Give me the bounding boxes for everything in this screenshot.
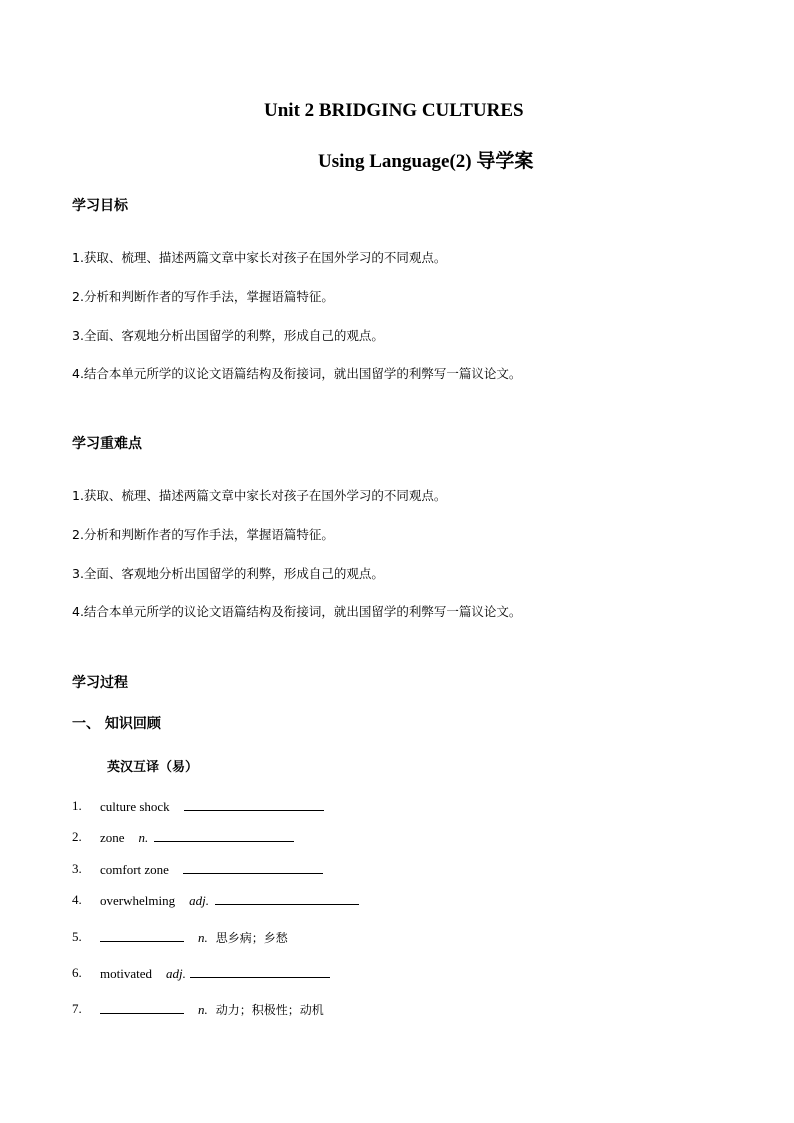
vocab-pos: adj. xyxy=(189,893,209,908)
answer-blank[interactable] xyxy=(184,798,324,811)
exercise-title: 英汉互译（易） xyxy=(107,760,199,775)
answer-blank[interactable] xyxy=(190,965,330,978)
key-point-item: 3.全面、客观地分析出国留学的利弊，形成自己的观点。 xyxy=(72,566,384,581)
part1-heading: 一、 知识回顾 xyxy=(72,716,161,732)
goal-item: 3.全面、客观地分析出国留学的利弊，形成自己的观点。 xyxy=(72,328,384,343)
key-points-heading: 学习重难点 xyxy=(72,436,142,452)
vocab-cn: 动力；积极性；动机 xyxy=(215,1003,324,1017)
answer-blank[interactable] xyxy=(215,892,359,905)
answer-blank[interactable] xyxy=(100,1001,184,1014)
vocab-word: overwhelming xyxy=(100,893,176,908)
key-point-item: 1.获取、梳理、描述两篇文章中家长对孩子在国外学习的不同观点。 xyxy=(72,488,447,503)
vocab-pos: n. xyxy=(138,830,149,845)
vocab-pos: n. xyxy=(198,930,208,945)
vocab-num: 4. xyxy=(72,892,82,907)
vocab-cn: 思乡病；乡愁 xyxy=(215,931,288,945)
answer-blank[interactable] xyxy=(154,829,294,842)
vocab-word: comfort zone xyxy=(100,862,169,877)
doc-subtitle: Using Language(2) 导学案 xyxy=(318,151,534,172)
vocab-word: culture shock xyxy=(100,799,170,814)
key-point-item: 4.结合本单元所学的议论文语篇结构及衔接词，就出国留学的利弊写一篇议论文。 xyxy=(72,604,522,619)
vocab-row xyxy=(100,861,323,878)
vocab-row xyxy=(100,798,324,815)
doc-title: Unit 2 BRIDGING CULTURES xyxy=(264,100,524,121)
process-heading: 学习过程 xyxy=(72,675,128,691)
goal-item: 2.分析和判断作者的写作手法，掌握语篇特征。 xyxy=(72,289,334,304)
vocab-num: 7. xyxy=(72,1001,82,1016)
answer-blank[interactable] xyxy=(183,861,323,874)
vocab-row xyxy=(100,892,359,909)
vocab-num: 3. xyxy=(72,861,82,876)
vocab-pos: n. xyxy=(198,1002,208,1017)
vocab-row xyxy=(100,1001,324,1018)
vocab-pos: adj. xyxy=(166,966,186,981)
vocab-num: 6. xyxy=(72,965,82,980)
goals-heading: 学习目标 xyxy=(72,198,128,214)
vocab-word: zone xyxy=(100,830,125,845)
key-point-item: 2.分析和判断作者的写作手法，掌握语篇特征。 xyxy=(72,527,334,542)
vocab-num: 5. xyxy=(72,929,82,944)
vocab-word: motivated xyxy=(100,966,152,981)
answer-blank[interactable] xyxy=(100,929,184,942)
vocab-row xyxy=(100,965,330,982)
goal-item: 4.结合本单元所学的议论文语篇结构及衔接词，就出国留学的利弊写一篇议论文。 xyxy=(72,366,522,381)
vocab-num: 1. xyxy=(72,798,82,813)
vocab-row xyxy=(100,829,294,846)
goal-item: 1.获取、梳理、描述两篇文章中家长对孩子在国外学习的不同观点。 xyxy=(72,250,447,265)
vocab-num: 2. xyxy=(72,829,82,844)
vocab-row xyxy=(100,929,288,946)
